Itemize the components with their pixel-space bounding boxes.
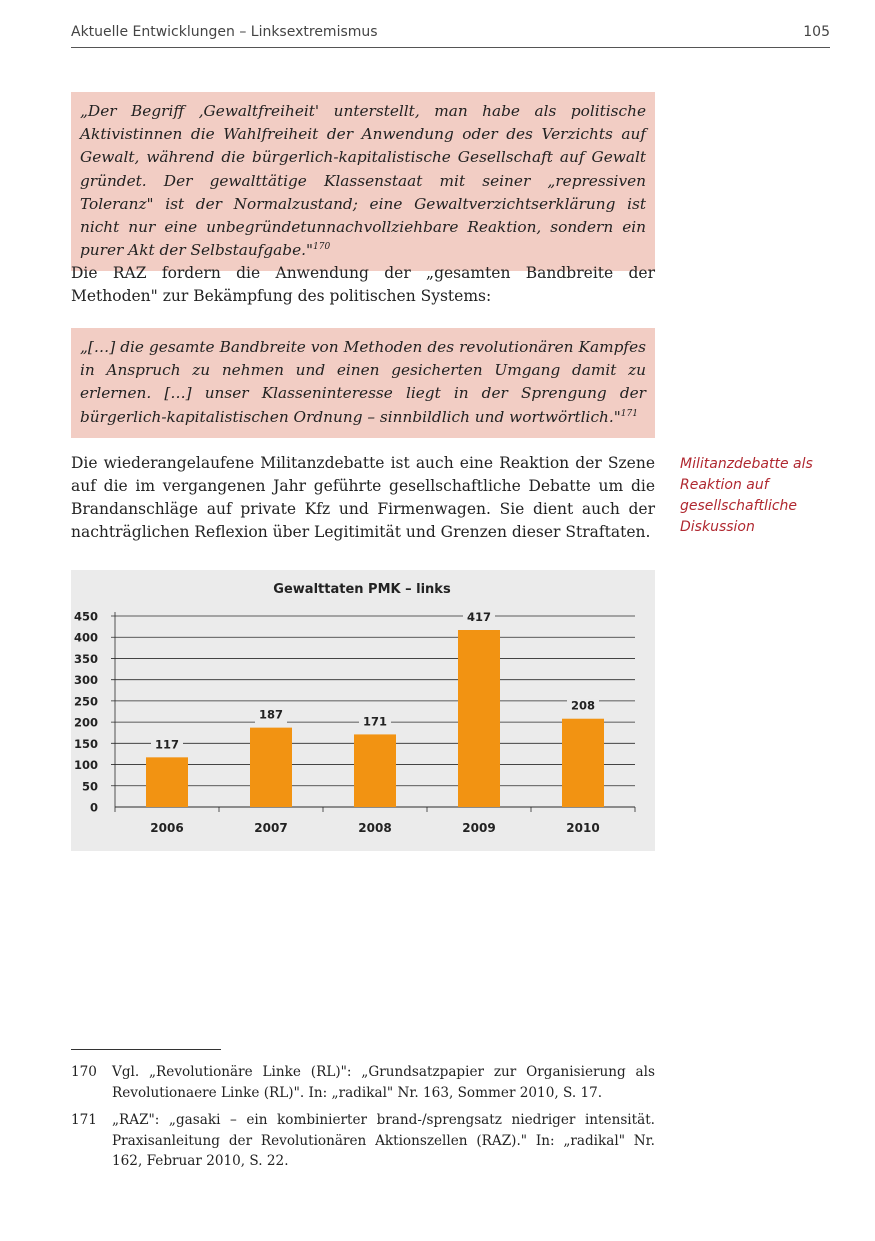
footnote-text: „RAZ": „gasaki – ein kombinierter brand-/sprengsatz niedriger intensität. Praxisanleitung der Revolutionären Aktionszellen (RAZ)." In: „radikal" Nr. 162, Februar 2010, S. 22. <box>112 1112 655 1169</box>
running-header-title: Aktuelle Entwicklungen – Linksextremismus <box>71 24 378 40</box>
y-tick-label: 50 <box>81 779 98 794</box>
bar-value-label: 417 <box>466 610 492 625</box>
footnote-text: Vgl. „Revolutionäre Linke (RL)": „Grundsatzpapier zur Organisierung als Revolutionaere Linke (RL)". In: „radikal" Nr. 163, Sommer 2010, S. 17. <box>112 1064 655 1101</box>
bar-value-label: 187 <box>258 707 284 722</box>
running-header <box>71 22 830 48</box>
x-tick-label: 2009 <box>462 821 496 835</box>
y-tick-label: 450 <box>73 609 98 624</box>
bar-value-label: 171 <box>362 714 388 729</box>
y-tick-label: 0 <box>89 800 98 815</box>
y-tick-label: 400 <box>73 630 98 645</box>
footnote-number: 171 <box>71 1112 97 1128</box>
footnote-reference[interactable]: 170 <box>313 242 331 253</box>
x-tick-label: 2008 <box>358 821 392 835</box>
footnote-number: 170 <box>71 1064 97 1080</box>
x-tick-label: 2007 <box>254 821 288 835</box>
chart-title: Gewalttaten PMK – links <box>273 582 451 597</box>
bar-2006 <box>146 757 188 807</box>
bar-2008 <box>354 734 396 807</box>
bar-2009 <box>458 630 500 807</box>
y-tick-label: 250 <box>73 694 98 709</box>
quote-text: „Der Begriff ‚Gewaltfreiheit' unterstellt, man habe als politische Aktivistinnen die Wahlfreiheit der Anwendung oder des Verzichts auf Gewalt, während die bürgerlich-kapitalistische Gesellschaft auf Gewalt gründet. Der gewalttätige Klassenstaat mit seiner „repressiven Toleranz" ist der Normalzustand; eine Gewaltverzichtserklärung ist nicht nur eine unbegründetunnachvollziehbare Reaktion, sondern ein purer Akt der Selbstaufgabe." <box>80 102 646 260</box>
y-tick-label: 300 <box>73 673 98 688</box>
chart-canvas <box>71 570 655 851</box>
footnote-170 <box>71 1062 655 1103</box>
page-number: 105 <box>803 24 830 40</box>
quote-block-170 <box>71 92 655 271</box>
quote-block-171 <box>71 328 655 438</box>
bar-chart <box>71 570 655 851</box>
x-tick-label: 2006 <box>150 821 184 835</box>
y-tick-label: 350 <box>73 651 98 666</box>
bar-value-label: 208 <box>570 698 596 713</box>
quote-text: „[…] die gesamte Bandbreite von Methoden des revolutionären Kampfes in Anspruch zu nehmen und einen gesicherten Umgang damit zu erlernen. […] unser Klasseninteresse liegt in der Sprengung der bürgerlich-kapitalistischen Ordnung – sinnbildlich und wortwörtlich." <box>80 338 646 426</box>
bar-2007 <box>250 728 292 807</box>
footnote-171 <box>71 1110 655 1172</box>
y-tick-label: 150 <box>73 736 98 751</box>
y-tick-label: 200 <box>73 715 98 730</box>
body-paragraph-raz: Die RAZ fordern die Anwendung der „gesamten Bandbreite der Methoden" zur Bekämpfung des politischen Systems: <box>71 264 655 305</box>
y-tick-label: 100 <box>73 758 98 773</box>
x-tick-label: 2010 <box>566 821 600 835</box>
margin-note: Militanzdebatte als Reaktion auf gesellschaftliche Diskussion <box>680 456 813 535</box>
bar-value-label: 117 <box>154 737 180 752</box>
footnote-reference[interactable]: 171 <box>620 408 638 419</box>
body-paragraph-militanzdebatte: Die wiederangelaufene Militanzdebatte ist auch eine Reaktion der Szene auf die im vergangenen Jahr geführte gesellschaftliche Debatte um die Brandanschläge auf private Kfz und Firmenwagen. Sie dient auch der nachträglichen Reflexion über Legitimität und Grenzen dieser Straftaten. <box>71 454 655 541</box>
bar-2010 <box>562 719 604 807</box>
footnote-divider <box>71 1049 221 1050</box>
